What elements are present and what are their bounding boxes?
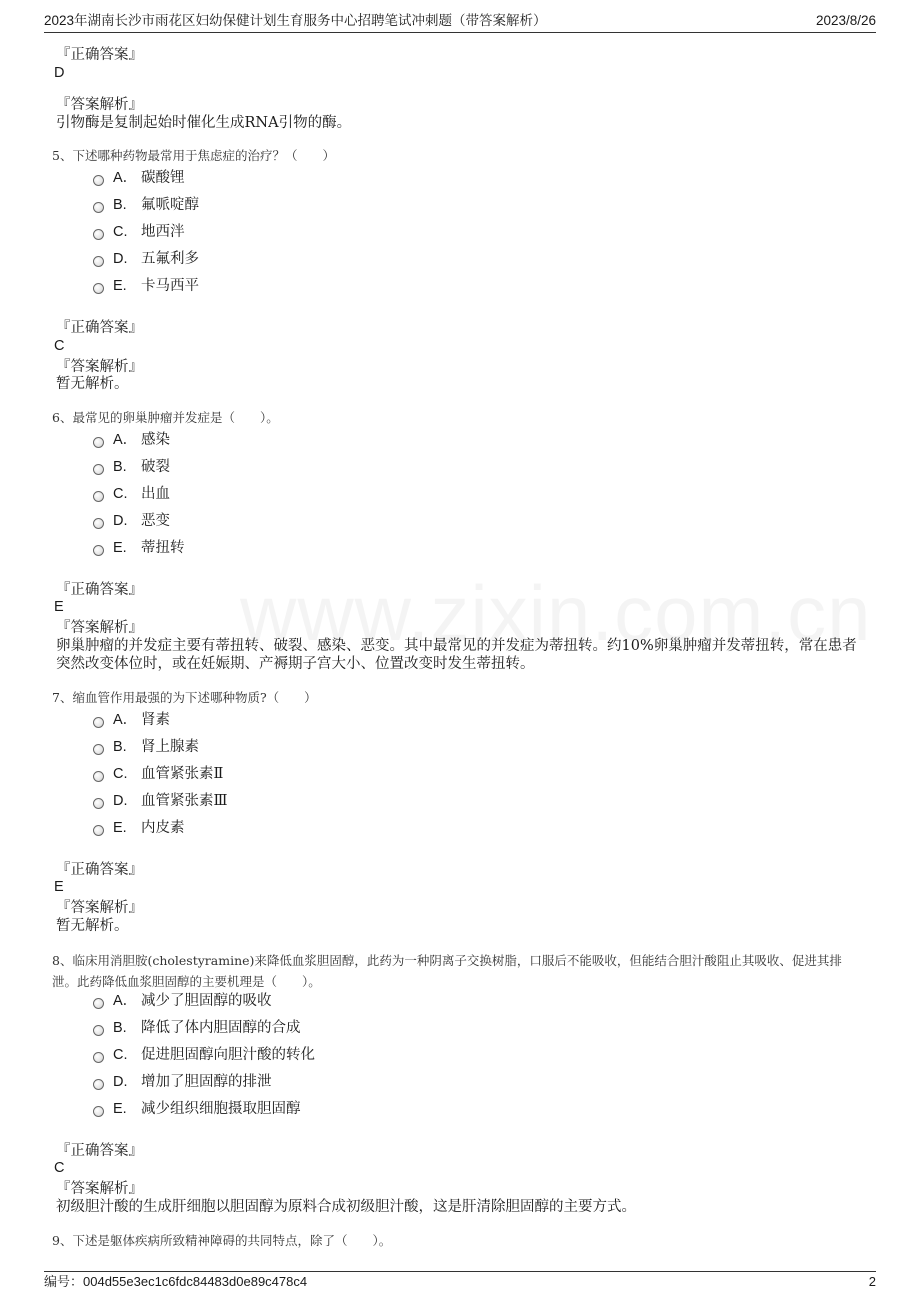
analysis-text: 引物酶是复制起始时催化生成RNA引物的酶。	[56, 115, 352, 131]
option-letter: A．	[113, 170, 138, 186]
answer-label: 『正确答案』	[56, 582, 143, 598]
option-d[interactable]	[93, 249, 199, 271]
option-a[interactable]	[93, 991, 272, 1013]
page-header	[44, 12, 876, 33]
analysis-label: 『答案解析』	[56, 97, 143, 113]
answer-value: C	[54, 1160, 65, 1176]
analysis-label: 『答案解析』	[56, 1181, 143, 1197]
answer-label: 『正确答案』	[56, 320, 143, 336]
option-e[interactable]	[93, 818, 185, 840]
option-text: 氟哌啶醇	[141, 197, 199, 213]
page-number: 2	[868, 1274, 876, 1289]
radio-icon[interactable]	[93, 744, 104, 755]
analysis-label: 『答案解析』	[56, 900, 143, 916]
option-text: 蒂扭转	[141, 540, 185, 556]
question-text: 7、缩血管作用最强的为下述哪种物质?（ ）	[52, 690, 317, 705]
option-text: 碳酸锂	[141, 170, 185, 186]
radio-icon[interactable]	[93, 1052, 104, 1063]
answer-value: D	[54, 65, 65, 81]
option-letter: C.	[113, 1047, 128, 1063]
option-a[interactable]	[93, 710, 170, 732]
analysis-text: 卵巢肿瘤的并发症主要有蒂扭转、破裂、感染、恶变。其中最常见的并发症为蒂扭转。约10%卵巢肿瘤并发蒂扭转，常在患者突然改变体位时，或在妊娠期、产褥期子宫大小、位置改变时发生蒂扭转。	[56, 638, 857, 672]
option-letter: E.	[113, 820, 127, 836]
header-date: 2023/8/26	[815, 13, 876, 28]
option-text: 血管紧张素Ⅱ	[141, 766, 224, 782]
option-d[interactable]	[93, 511, 170, 533]
radio-icon[interactable]	[93, 825, 104, 836]
option-a[interactable]	[93, 168, 185, 190]
option-text: 出血	[141, 486, 170, 502]
option-letter: B.	[113, 459, 127, 475]
document-title: 2023年湖南长沙市雨花区妇幼保健计划生育服务中心招聘笔试冲刺题（带答案解析）	[44, 13, 547, 28]
radio-icon[interactable]	[93, 717, 104, 728]
option-letter: D.	[113, 513, 128, 529]
option-letter: C.	[113, 766, 128, 782]
option-letter: C.	[113, 224, 128, 240]
radio-icon[interactable]	[93, 1079, 104, 1090]
option-letter: B.	[113, 1020, 127, 1036]
radio-icon[interactable]	[93, 545, 104, 556]
option-text: 感染	[141, 432, 170, 448]
option-d[interactable]	[93, 791, 227, 813]
option-text: 地西泮	[141, 224, 185, 240]
radio-icon[interactable]	[93, 283, 104, 294]
radio-icon[interactable]	[93, 1025, 104, 1036]
option-text: 减少组织细胞摄取胆固醇	[141, 1101, 301, 1117]
radio-icon[interactable]	[93, 175, 104, 186]
option-text: 卡马西平	[141, 278, 199, 294]
option-letter: C.	[113, 486, 128, 502]
option-b[interactable]	[93, 1018, 301, 1040]
answer-label: 『正确答案』	[56, 47, 143, 63]
page-footer	[44, 1271, 876, 1292]
question-text: 6、最常见的卵巢肿瘤并发症是（ ）。	[52, 410, 279, 425]
option-text: 血管紧张素Ⅲ	[141, 793, 228, 809]
answer-value: E	[54, 599, 64, 615]
option-e[interactable]	[93, 276, 199, 298]
analysis-label: 『答案解析』	[56, 359, 143, 375]
option-text: 肾上腺素	[141, 739, 199, 755]
option-letter: A．	[113, 432, 138, 448]
question-text: 8、临床用消胆胺(cholestyramine)来降低血浆胆固醇，此药为一种阴离子交换树脂，口服后不能吸收，但能结合胆汁酸阻止其吸收、促进其排泄。此药降低血浆胆固醇的主要机理是（ ）。	[52, 953, 842, 989]
radio-icon[interactable]	[93, 464, 104, 475]
analysis-text: 初级胆汁酸的生成肝细胞以胆固醇为原料合成初级胆汁酸，这是肝清除胆固醇的主要方式。	[56, 1199, 636, 1215]
analysis-text: 暂无解析。	[56, 918, 129, 934]
option-letter: E.	[113, 278, 127, 294]
radio-icon[interactable]	[93, 229, 104, 240]
option-text: 减少了胆固醇的吸收	[141, 993, 272, 1009]
option-b[interactable]	[93, 195, 199, 217]
option-letter: D.	[113, 1074, 128, 1090]
answer-value: E	[54, 879, 64, 895]
option-letter: A．	[113, 993, 138, 1009]
option-text: 内皮素	[141, 820, 185, 836]
option-letter: A．	[113, 712, 138, 728]
option-d[interactable]	[93, 1072, 272, 1094]
analysis-text: 暂无解析。	[56, 376, 129, 392]
option-a[interactable]	[93, 430, 170, 452]
radio-icon[interactable]	[93, 202, 104, 213]
option-letter: B.	[113, 197, 127, 213]
radio-icon[interactable]	[93, 798, 104, 809]
option-c[interactable]	[93, 764, 223, 786]
option-c[interactable]	[93, 1045, 315, 1067]
option-e[interactable]	[93, 538, 185, 560]
option-text: 肾素	[141, 712, 170, 728]
radio-icon[interactable]	[93, 1106, 104, 1117]
analysis-label: 『答案解析』	[56, 620, 143, 636]
option-text: 恶变	[141, 513, 170, 529]
radio-icon[interactable]	[93, 518, 104, 529]
option-b[interactable]	[93, 737, 199, 759]
answer-label: 『正确答案』	[56, 862, 143, 878]
option-text: 增加了胆固醇的排泄	[141, 1074, 272, 1090]
answer-value: C	[54, 338, 65, 354]
question-text: 5、下述哪种药物最常用于焦虑症的治疗？（ ）	[52, 148, 335, 163]
option-text: 五氟利多	[141, 251, 199, 267]
option-text: 降低了体内胆固醇的合成	[141, 1020, 301, 1036]
option-letter: D.	[113, 793, 128, 809]
option-c[interactable]	[93, 484, 170, 506]
radio-icon[interactable]	[93, 998, 104, 1009]
option-b[interactable]	[93, 457, 170, 479]
option-letter: E.	[113, 540, 127, 556]
option-c[interactable]	[93, 222, 185, 244]
answer-label: 『正确答案』	[56, 1143, 143, 1159]
question-text: 9、下述是躯体疾病所致精神障碍的共同特点，除了（ ）。	[52, 1233, 392, 1248]
option-letter: E.	[113, 1101, 127, 1117]
radio-icon[interactable]	[93, 491, 104, 502]
document-code: 编号：004d55e3ec1c6fdc84483d0e89c478c4	[44, 1274, 308, 1289]
radio-icon[interactable]	[93, 771, 104, 782]
option-text: 促进胆固醇向胆汁酸的转化	[141, 1047, 315, 1063]
option-letter: D.	[113, 251, 128, 267]
radio-icon[interactable]	[93, 437, 104, 448]
option-letter: B.	[113, 739, 127, 755]
option-text: 破裂	[141, 459, 170, 475]
option-e[interactable]	[93, 1099, 301, 1121]
radio-icon[interactable]	[93, 256, 104, 267]
